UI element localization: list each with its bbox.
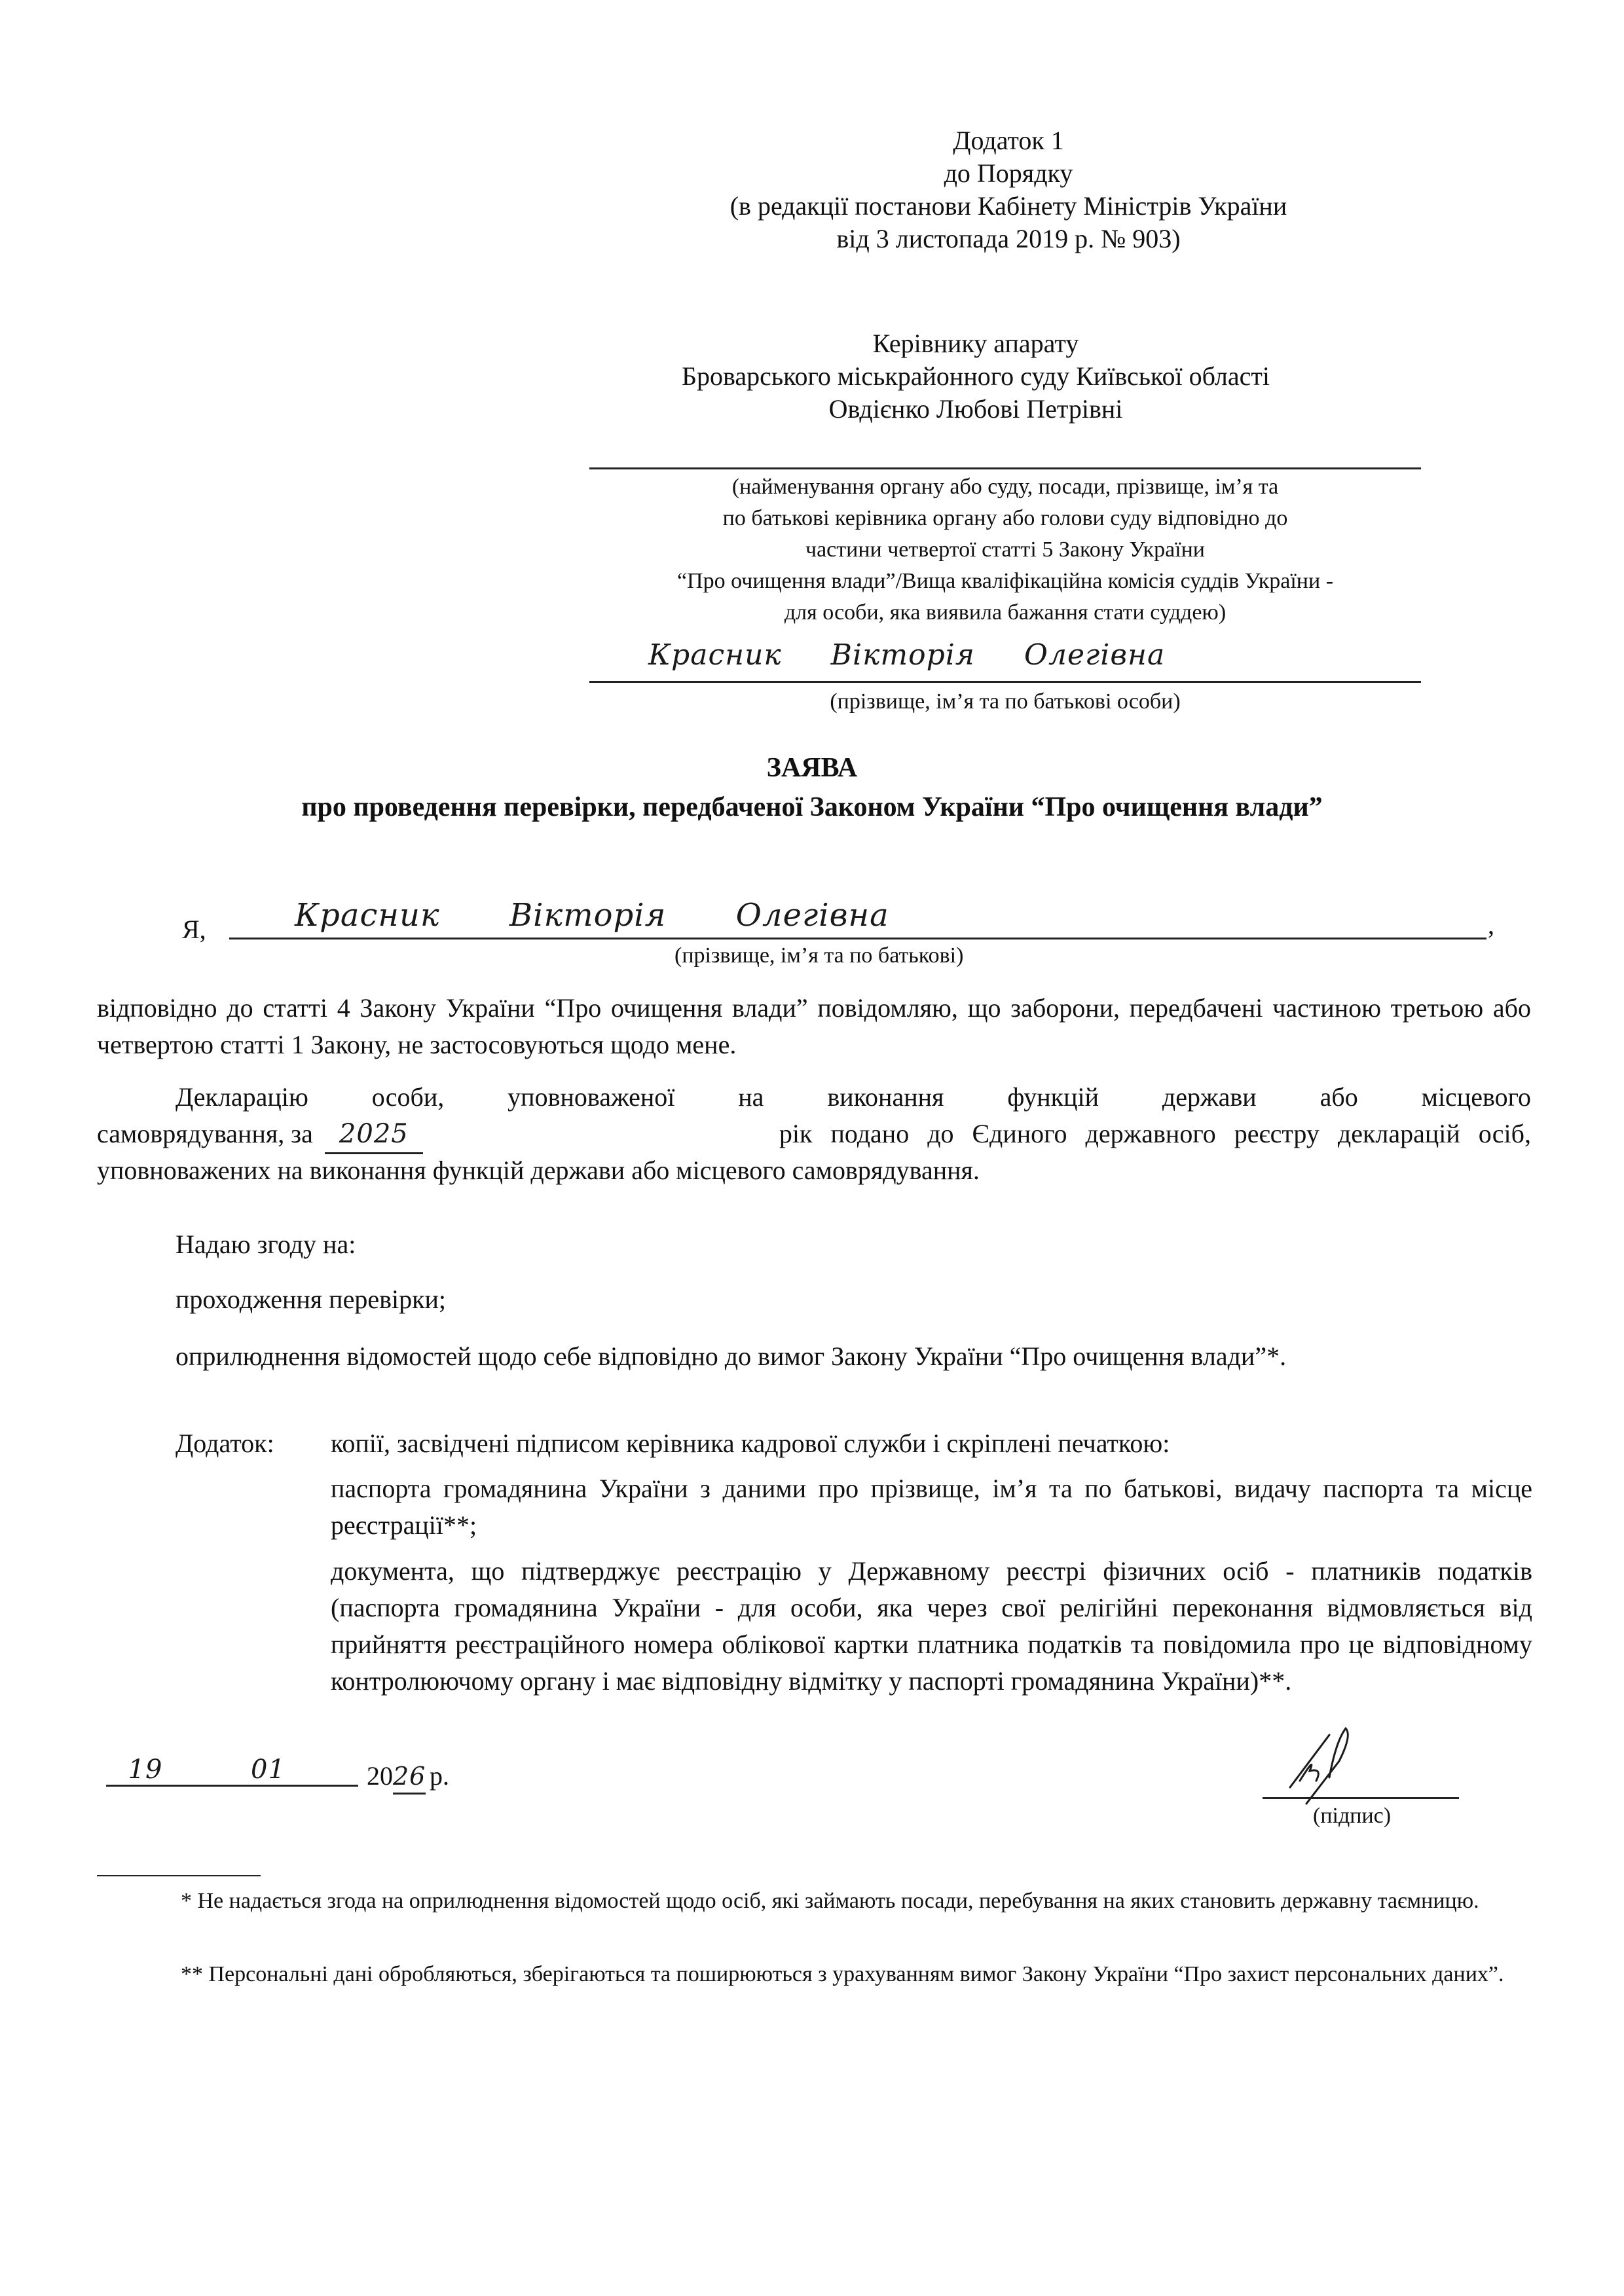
addressee-block — [589, 327, 1362, 426]
addressee-court: Броварського міськрайонного суду Київської області — [682, 361, 1270, 391]
attachment-item-tax-registration: документа, що підтверджує реєстрацію у Державному реєстрі фізичних осіб - платників податків (паспорта громадянина України - для особи, яка через свої релігійні переконання відмовляється від прийняття реєстраційного номера облікової картки платника податків та повідомила про це відповідному контролюючому органу і має відповідну відмітку у паспорті громадянина України)**. — [331, 1556, 1532, 1696]
applicant-underline — [589, 681, 1421, 683]
i-name-underline — [229, 938, 1486, 939]
declaration-year-handwritten: 2025 — [325, 1116, 423, 1154]
document-title: ЗАЯВА — [766, 753, 858, 783]
date-year-prefix: 20 — [367, 1761, 393, 1791]
consent-item-verification: проходження перевірки; — [175, 1285, 447, 1314]
hint-line: для особи, яка виявила бажання стати суддею) — [784, 600, 1227, 625]
applicant-handwritten-name: Красник Вікторія Олегівна — [648, 638, 1166, 672]
consent-intro: Надаю згоду на: — [175, 1230, 356, 1259]
edition-line-2: від 3 листопада 2019 р. № 903) — [836, 224, 1181, 253]
date-year — [367, 1760, 449, 1795]
annex-to: до Порядку — [944, 158, 1073, 188]
hint-line: “Про очищення влади”/Вища кваліфікаційна комісія суддів України - — [676, 569, 1334, 593]
footnote-separator — [97, 1875, 261, 1876]
footnote-1: * Не надається згода на оприлюднення відомостей щодо осіб, які займають посади, перебування на яких становить державну таємницю. — [181, 1889, 1479, 1913]
signature-hint: (підпис) — [1313, 1804, 1392, 1828]
consent-item-publication: оприлюднення відомостей щодо себе відповідно до вимог Закону України “Про очищення влади”*. — [175, 1341, 1287, 1371]
addressee-hint — [583, 471, 1428, 629]
i-hint: (прізвище, ім’я та по батькові) — [674, 943, 964, 968]
paragraph-declaration-line-3: уповноважених на виконання функцій держави або місцевого самоврядування. — [97, 1156, 980, 1185]
addressee-underline — [589, 467, 1421, 469]
paragraph-declaration-line-1: Декларацію особи, уповноваженої на виконання функцій держави або місцевого — [175, 1082, 1531, 1112]
date-day: 19 — [128, 1755, 163, 1785]
document-subtitle: про проведення перевірки, передбаченої Законом України “Про очищення влади” — [301, 792, 1323, 822]
paragraph-law-article-4: відповідно до статті 4 Закону України “Про очищення влади” повідомляю, що заборони, передбачені частиною третьою або четвертою статті 1 Закону, не застосовуються щодо мене. — [97, 993, 1531, 1059]
hint-line: (найменування органу або суду, посади, прізвище, ім’я та — [731, 475, 1279, 499]
hint-line: частини четвертої статті 5 Закону України — [805, 538, 1205, 562]
annex-header — [629, 124, 1388, 255]
annex-title: Додаток 1 — [953, 126, 1064, 155]
date-year-suffix: 26 — [393, 1760, 426, 1795]
attachments-label: Додаток: — [175, 1429, 274, 1458]
applicant-hint: (прізвище, ім’я та по батькові особи) — [830, 689, 1181, 714]
paragraph-declaration-line-2 — [97, 1116, 1531, 1154]
i-trailing-comma: , — [1488, 910, 1494, 939]
edition-line-1: (в редакції постанови Кабінету Міністрів України — [729, 191, 1287, 221]
addressee-name: Овдієнко Любові Петрівні — [828, 394, 1123, 424]
date-year-unit: р. — [430, 1761, 449, 1791]
attachment-item-passport: паспорта громадянина України з даними про прізвище, ім’я та по батькові, видачу паспорта та місце реєстрації**; — [331, 1474, 1532, 1540]
attachments-intro: копії, засвідчені підписом керівника кадрової служби і скріплені печаткою: — [331, 1429, 1170, 1458]
declaration-post-year: рік подано до Єдиного державного реєстру декларацій осіб, — [779, 1119, 1531, 1148]
hint-line: по батькові керівника органу або голови суду відповідно до — [722, 506, 1288, 530]
date-month: 01 — [251, 1755, 286, 1785]
addressee-position: Керівнику апарату — [872, 329, 1079, 358]
i-handwritten-name: Красник Вікторія Олегівна — [295, 897, 889, 934]
footnote-2: ** Персональні дані обробляються, зберігаються та поширюються з урахуванням вимог Закону України “Про захист персональних даних”. — [181, 1962, 1504, 1986]
declaration-pre-year: самоврядування, за — [97, 1119, 313, 1148]
i-prefix: Я, — [182, 915, 206, 944]
signature-underline — [1263, 1797, 1459, 1799]
